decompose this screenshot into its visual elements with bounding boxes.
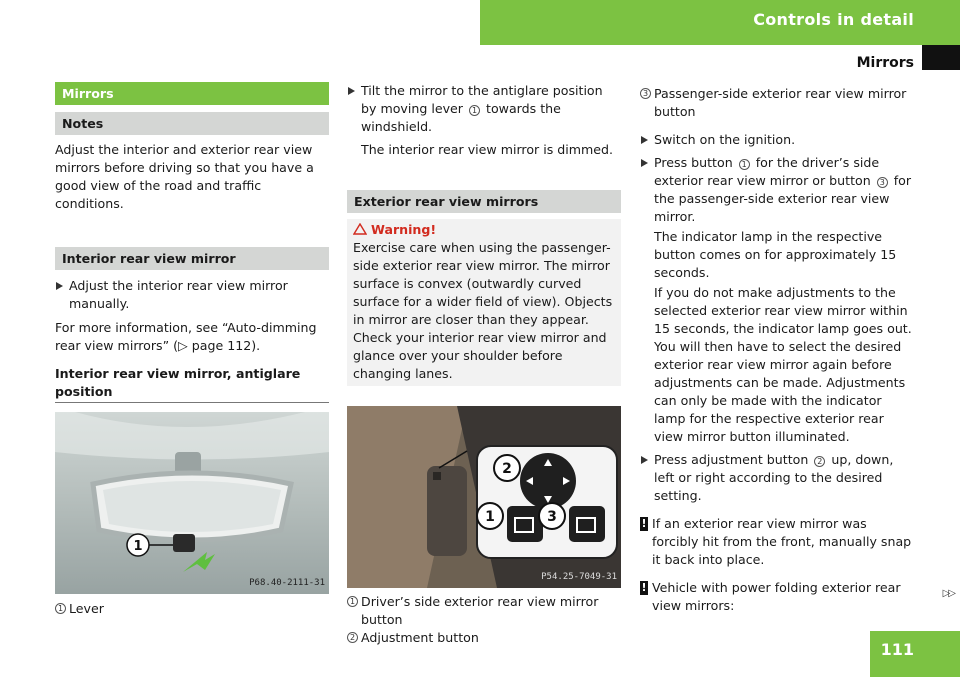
column-2 (347, 82, 621, 647)
more-info-text: For more information, see “Auto-dimming rear view mirrors” (▷ page 112). (55, 320, 317, 353)
adjust-bullet (640, 451, 916, 505)
legend-num: 1 (347, 596, 358, 607)
warning-box (347, 219, 621, 386)
warning-text: Exercise care when using the passenger-side exterior rear view mirror. The mirror surface is convex (outwardly curved surface for a wider field of view). Objects in mirror are closer than they appear. Check your interior rear view mirror and glance over your shoulder before changing lanes. (353, 240, 613, 381)
section-tab (922, 45, 960, 70)
warning-title-text: Warning! (371, 222, 437, 237)
legend-num: 1 (55, 603, 66, 614)
dimmed-text: The interior rear view mirror is dimmed. (361, 142, 614, 157)
tilt-bullet (347, 82, 621, 136)
note-forcibly-hit (640, 515, 916, 569)
door-switch-illustration (347, 406, 621, 588)
warning-title (353, 221, 615, 239)
legend-num: 2 (347, 632, 358, 643)
legend-item-lever (55, 600, 329, 618)
press-text-pre: Press button (654, 155, 733, 170)
legend-item-passenger-button (640, 85, 916, 121)
continued-icon: ▷▷ (942, 588, 954, 599)
timeout-text: If you do not make adjustments to the selected exterior rear view mirror within 15 seconds, the indicator lamp goes out. You will then have to select the desired exterior rear view mirror again before adjustments can be made. Adjustments can only be made with the indicator lamp for the respective exterior rear view mirror button illuminated. (654, 285, 912, 444)
warning-icon (353, 223, 367, 235)
press-text-post: for the passenger-side exterior rear view mirror. (654, 173, 912, 224)
exterior-mirrors-heading: Exterior rear view mirrors (347, 190, 621, 213)
column-3 (640, 82, 916, 615)
exclamation-icon: ! (641, 581, 647, 594)
exclamation-icon: ! (641, 517, 647, 530)
tilt-text-pre: Tilt the mirror to the antiglare position by moving lever (361, 83, 603, 116)
photo-callout-1: 1 (485, 509, 495, 525)
legend-num: 3 (640, 88, 651, 99)
legend-item-adjustment-button (347, 629, 621, 647)
press-text-mid: for the driver’s side exterior rear view mirror or button (654, 155, 880, 188)
note-power-folding (640, 579, 916, 615)
indicator-text: The indicator lamp in the respective button comes on for approximately 15 seconds. (654, 229, 897, 280)
legend-text: Adjustment button (361, 630, 479, 645)
antiglare-heading: Interior rear view mirror, antiglare position (55, 365, 329, 403)
notes-text: Adjust the interior and exterior rear view mirrors before driving so that you have a good view of the road and traffic conditions. (55, 142, 314, 211)
tilt-text-post: towards the windshield. (361, 101, 561, 134)
interior-bullet: Adjust the interior rear view mirror manually. (55, 277, 329, 313)
section-title: Mirrors (856, 55, 914, 71)
interior-mirror-heading: Interior rear view mirror (55, 247, 329, 270)
inline-num: 2 (814, 456, 825, 467)
inline-num: 1 (469, 105, 480, 116)
page-number-box (870, 631, 960, 677)
legend-text: Driver’s side exterior rear view mirror button (361, 594, 599, 627)
photo-code: P68.40-2111-31 (249, 578, 325, 588)
exterior-mirror-switch-photo (347, 406, 621, 588)
interior-mirror-photo (55, 412, 329, 594)
legend-text: Lever (69, 601, 104, 616)
note-text: If an exterior rear view mirror was forcibly hit from the front, manually snap it back into place. (652, 516, 912, 567)
inline-num: 1 (739, 159, 750, 170)
header-bar (480, 0, 960, 45)
photo-callout-3: 3 (547, 509, 557, 525)
photo-code: P54.25-7049-31 (541, 572, 617, 582)
note-text: Vehicle with power folding exterior rear view mirrors: (652, 580, 901, 613)
interior-mirror-illustration (55, 412, 329, 594)
page-number: 111 (880, 640, 914, 659)
notes-heading: Notes (55, 112, 329, 135)
photo-callout-2: 2 (502, 461, 512, 477)
legend-text: Passenger-side exterior rear view mirror button (654, 86, 907, 119)
press-button-bullet (640, 154, 916, 226)
column-1 (55, 82, 329, 618)
adjust-text-pre: Press adjustment button (654, 452, 809, 467)
adjust-text-post: up, down, left or right according to the desired setting. (654, 452, 894, 503)
chapter-title: Controls in detail (753, 10, 914, 29)
mirrors-heading: Mirrors (55, 82, 329, 105)
inline-num: 3 (877, 177, 888, 188)
ignition-bullet: Switch on the ignition. (640, 131, 916, 149)
legend-item-driver-button (347, 593, 621, 629)
photo-callout-1: 1 (133, 539, 143, 554)
